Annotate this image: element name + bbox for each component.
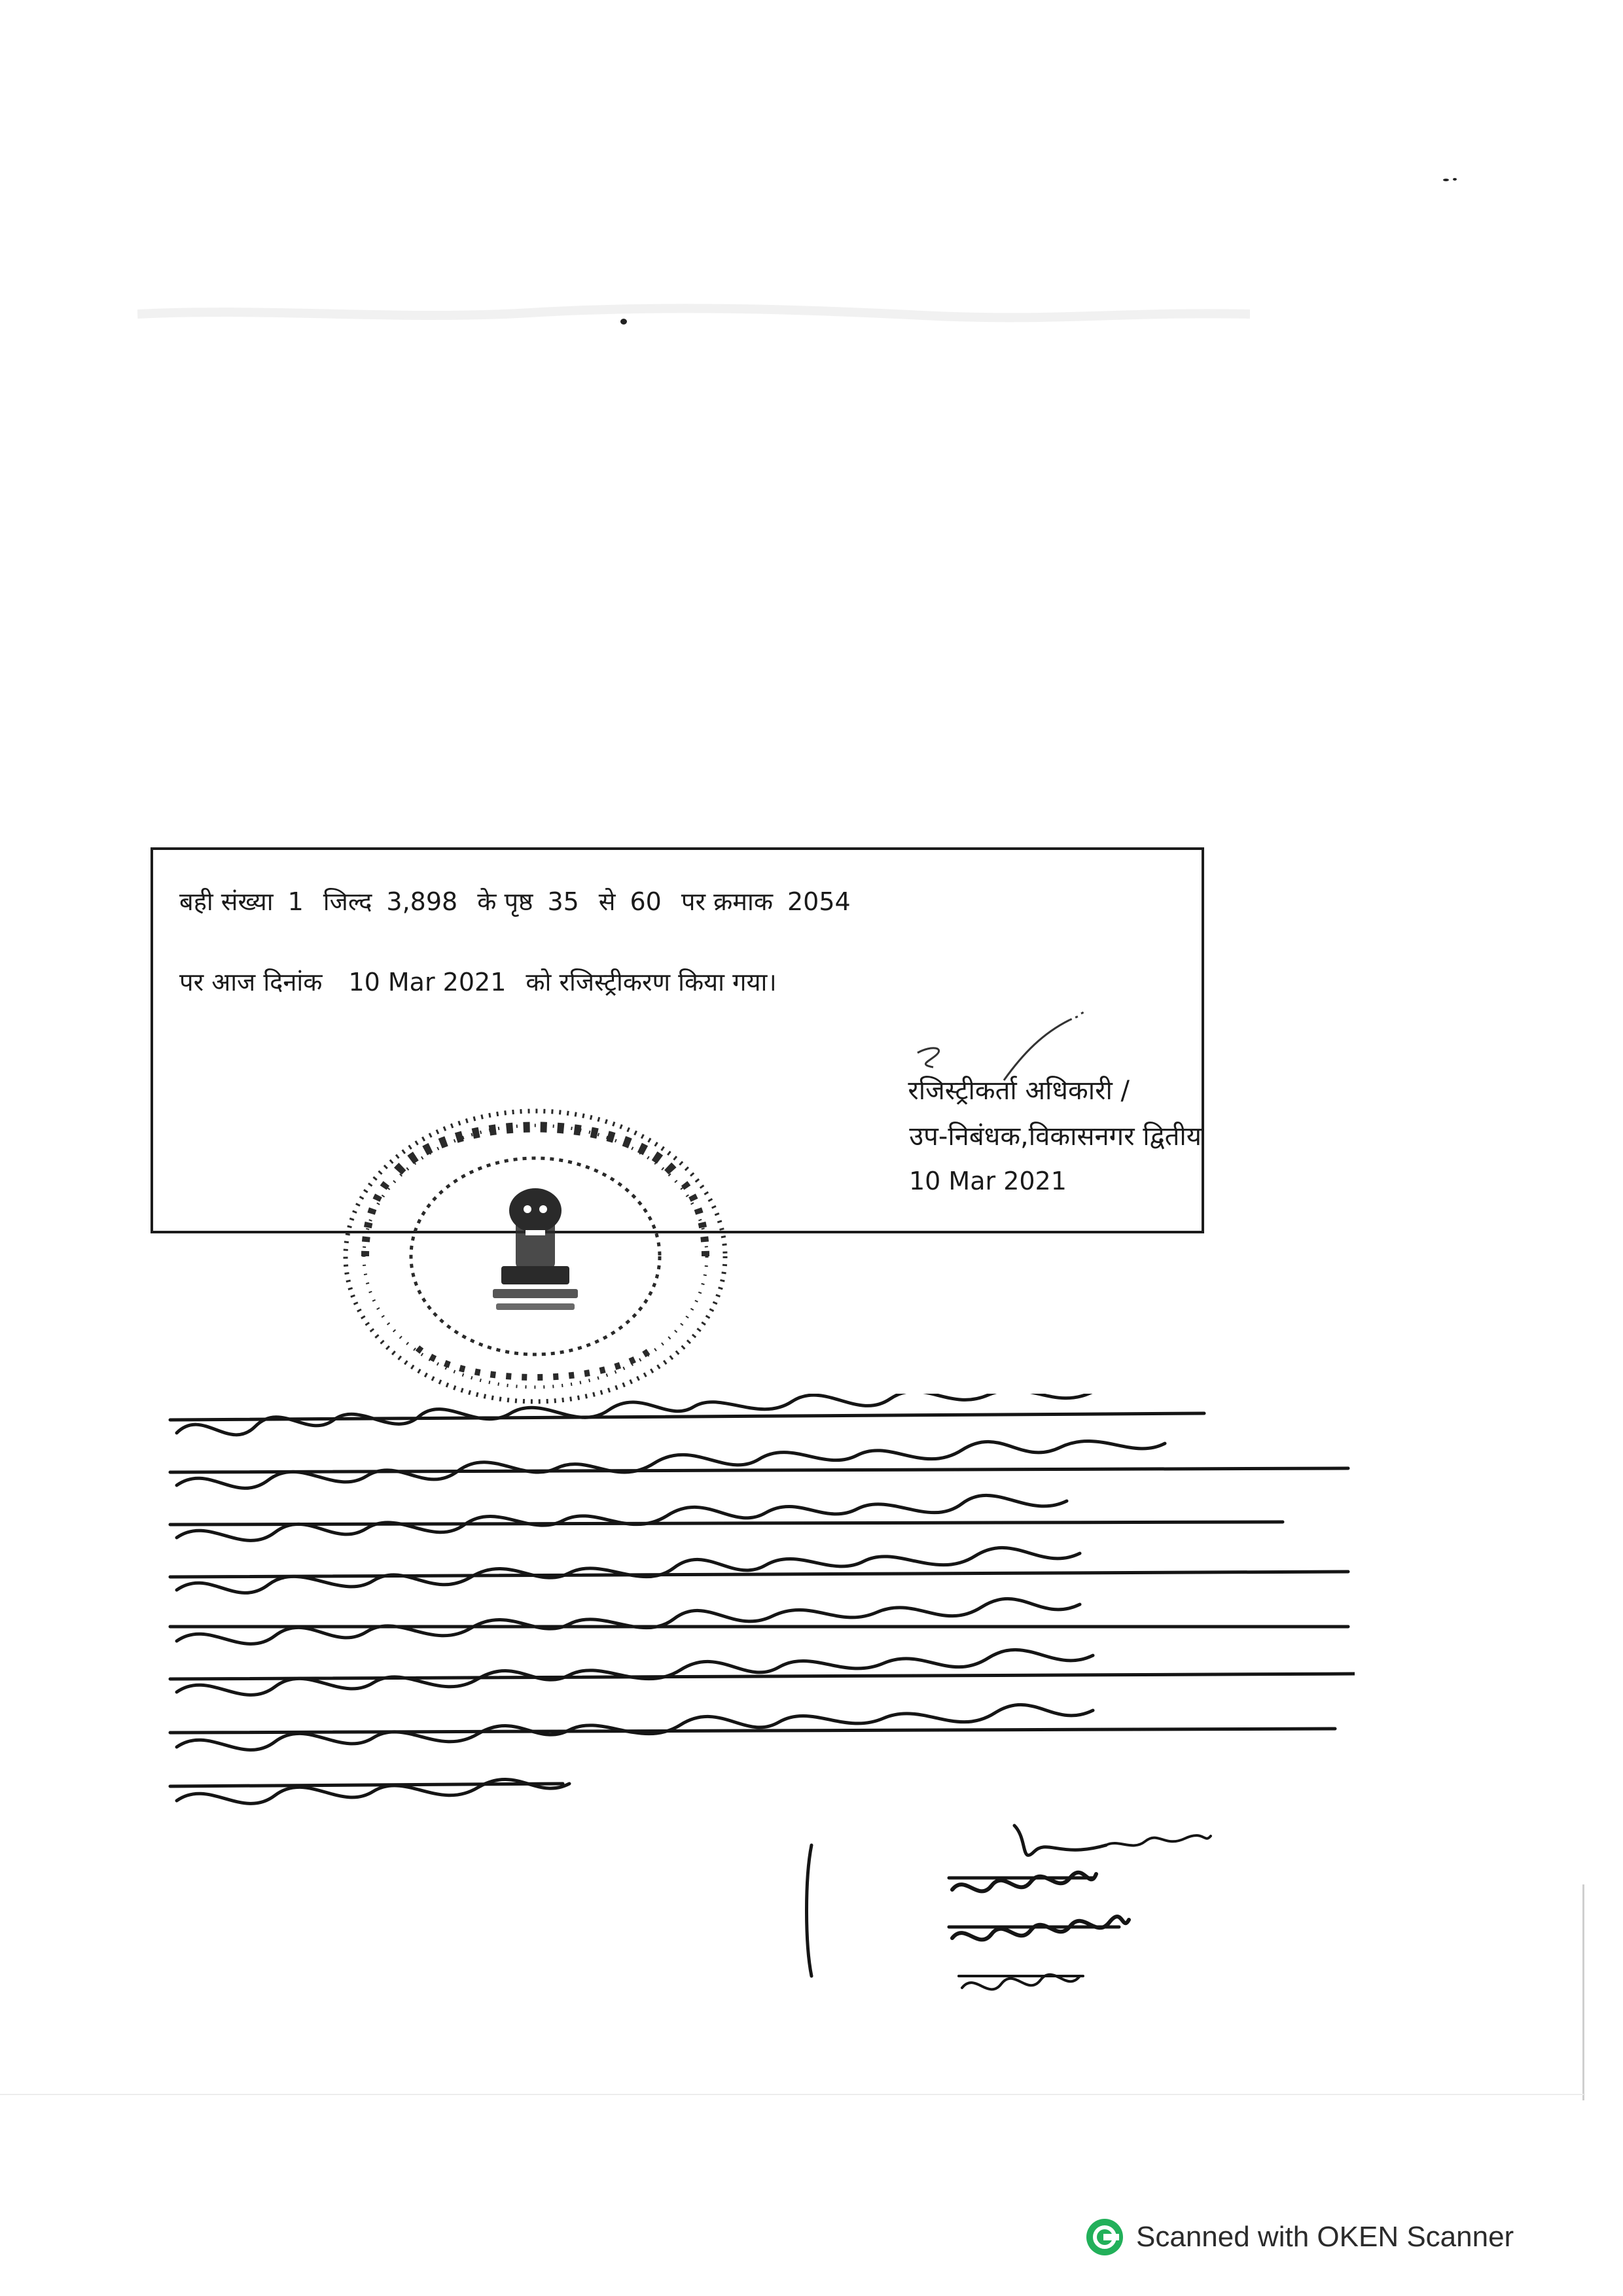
- serial-label: पर क्रमाक: [681, 887, 773, 916]
- page-to: 60: [630, 887, 662, 916]
- registrar-office: उप-निबंधक,विकासनगर द्वितीय: [909, 1122, 1202, 1152]
- scanner-watermark-text: Scanned with OKEN Scanner: [1136, 2221, 1514, 2253]
- page-from: 35: [547, 887, 579, 916]
- registration-date-line: [179, 964, 777, 998]
- registration-date: 10 Mar 2021: [348, 968, 507, 997]
- oken-scanner-logo-icon: [1085, 2217, 1124, 2257]
- scan-edge-right: [1582, 1884, 1584, 2100]
- scanner-watermark: [1085, 2214, 1514, 2260]
- date-prefix: पर आज दिनांक: [179, 968, 323, 997]
- official-seal-emblem: [319, 1099, 738, 1407]
- page-separator: से: [598, 887, 616, 916]
- date-suffix: को रजिस्ट्रीकरण किया गया।: [526, 968, 777, 997]
- volume-number: 3,898: [386, 887, 458, 916]
- handwritten-court-order: [157, 1394, 1355, 1826]
- registrar-title: रजिस्ट्रीकर्ता अधिकारी /: [908, 1076, 1130, 1106]
- sub-registrar-stamp: [798, 1812, 1257, 2009]
- scan-edge-bottom: [0, 2094, 1584, 2095]
- volume-label: जिल्द: [323, 887, 372, 916]
- book-label: बही संख्या: [179, 887, 274, 916]
- serial-number: 2054: [787, 887, 851, 916]
- scan-speck: [1443, 179, 1449, 181]
- registrar-date: 10 Mar 2021: [909, 1167, 1067, 1195]
- book-number: 1: [287, 887, 304, 916]
- page-label: के पृष्ठ: [477, 887, 533, 916]
- bleed-through-text: [137, 294, 1250, 334]
- scan-speck: [1453, 178, 1457, 181]
- registration-book-line: [179, 884, 870, 918]
